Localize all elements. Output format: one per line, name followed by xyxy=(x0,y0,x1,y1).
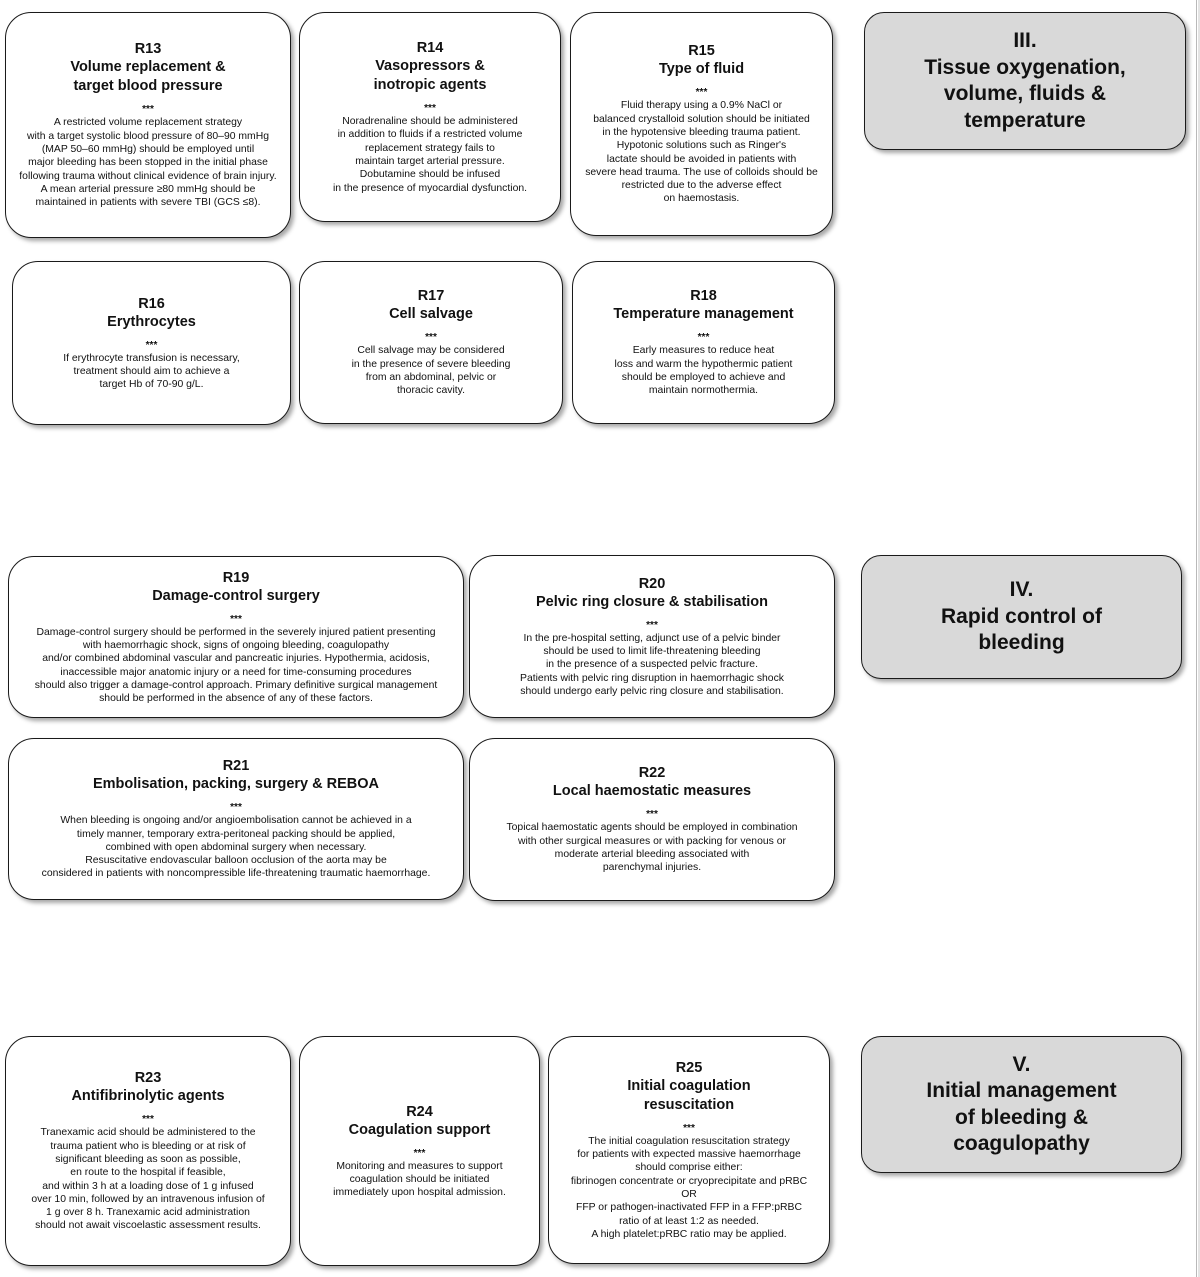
card-r19 xyxy=(8,556,464,718)
card-body xyxy=(31,1126,264,1232)
card-r23 xyxy=(5,1036,291,1266)
card-r17 xyxy=(299,261,563,424)
card-body-line: A high platelet:pRBC ratio may be applied. xyxy=(591,1228,787,1240)
card-body-line: in addition to fluids if a restricted volume xyxy=(337,129,523,141)
card-code: R14 xyxy=(416,40,444,57)
card-title-line-1: Antifibrinolytic agents xyxy=(71,1088,225,1105)
card-title-line-1: Pelvic ring closure & stabilisation xyxy=(535,593,769,610)
card-body-line: coagulation should be initiated xyxy=(349,1173,490,1185)
card-body-line: restricted due to the adverse effect xyxy=(621,180,782,192)
section-header-v xyxy=(861,1036,1182,1173)
card-body-line: in the presence of a suspected pelvic fracture. xyxy=(546,659,758,671)
card-title-line-1: Vasopressors & xyxy=(375,58,485,75)
card-title-line-1: Volume replacement & xyxy=(70,59,226,76)
card-code: R21 xyxy=(222,758,250,775)
card-body-line: should be performed in the absence of any of these factors. xyxy=(99,693,373,705)
card-code: R15 xyxy=(688,43,715,60)
card-body xyxy=(506,821,797,874)
card-body-line: trauma patient who is bleeding or at risk of xyxy=(50,1140,246,1152)
card-separator: *** xyxy=(413,1147,426,1159)
card-body-line: over 10 min, followed by an intravenous infusion of xyxy=(31,1193,265,1205)
card-body-line: FFP or pathogen-inactivated FFP in a FFP:pRBC xyxy=(575,1202,802,1214)
card-body-line: with haemorrhagic shock, signs of ongoing bleeding, coagulopathy xyxy=(82,639,390,651)
card-body-line: Monitoring and measures to support xyxy=(336,1160,503,1172)
card-r20 xyxy=(469,555,835,718)
card-body-line: The initial coagulation resuscitation strategy xyxy=(588,1135,790,1147)
card-body xyxy=(352,344,511,397)
card-body-line: in the hypotensive bleeding trauma patient. xyxy=(602,126,801,138)
card-r13 xyxy=(5,12,291,238)
card-body-line: for patients with expected massive haemorrhage xyxy=(577,1149,801,1161)
section-title-line: bleeding xyxy=(978,631,1065,655)
card-r21 xyxy=(8,738,464,900)
card-body-line: Early measures to reduce heat xyxy=(632,345,775,357)
card-body-line: combined with open abdominal surgery when necessary. xyxy=(105,841,367,853)
card-body-line: OR xyxy=(681,1189,697,1200)
card-body xyxy=(333,1160,506,1200)
card-body-line: Hypotonic solutions such as Ringer's xyxy=(616,140,787,152)
card-body-line: maintained in patients with severe TBI (GCS ≤8). xyxy=(35,197,261,209)
card-r24 xyxy=(299,1036,540,1266)
card-body-line: en route to the hospital if feasible, xyxy=(70,1167,226,1179)
card-body xyxy=(42,814,431,880)
card-title-line-1: Type of fluid xyxy=(658,61,745,78)
card-title-line-2: target blood pressure xyxy=(73,78,223,95)
card-body-line: with other surgical measures or with packing for venous or xyxy=(518,835,786,847)
card-r14 xyxy=(299,12,561,222)
card-body-line: should also trigger a damage-control approach. Primary definitive surgical management xyxy=(34,679,438,691)
card-separator: *** xyxy=(425,332,437,344)
card-body-line: should not await viscoelastic assessment results. xyxy=(35,1220,261,1232)
card-body-line: should be used to limit life-threatening bleeding xyxy=(543,646,761,658)
card-body-line: should be employed to achieve and xyxy=(621,372,786,383)
card-code: R17 xyxy=(417,288,445,305)
card-body-line: Noradrenaline should be administered xyxy=(342,116,518,128)
card-body-line: should undergo early pelvic ring closure and stabilisation. xyxy=(520,685,784,697)
card-body-line: If erythrocyte transfusion is necessary, xyxy=(63,352,240,364)
card-title-line-1: Initial coagulation xyxy=(627,1077,751,1094)
card-body-line: inaccessible major anatomic injury or a need for time-consuming procedures xyxy=(60,666,412,678)
card-body-line: maintain target arterial pressure. xyxy=(355,156,505,167)
card-body-line: Fluid therapy using a 0.9% NaCl or xyxy=(620,100,783,112)
section-title-line: Initial management xyxy=(926,1079,1117,1102)
section-title-line: volume, fluids & xyxy=(943,82,1107,105)
section-title-line: temperature xyxy=(964,108,1086,132)
card-body-line: Dobutamine should be infused xyxy=(359,169,501,181)
card-body-line: Cell salvage may be considered xyxy=(357,345,505,357)
section-title-line: coagulopathy xyxy=(953,1132,1090,1155)
section-header-iii xyxy=(864,12,1186,150)
card-body-line: significant bleeding as soon as possible, xyxy=(55,1153,241,1165)
card-separator: *** xyxy=(646,619,658,631)
card-body-line: replacement strategy fails to xyxy=(365,142,495,154)
card-r16 xyxy=(12,261,291,425)
section-header-iv xyxy=(861,555,1182,679)
card-body xyxy=(571,1135,807,1241)
card-title-line-1: Local haemostatic measures xyxy=(552,783,752,800)
card-r15 xyxy=(570,12,833,236)
card-body-line: in the presence of myocardial dysfunction. xyxy=(332,182,528,194)
card-separator: *** xyxy=(145,339,158,351)
card-body-line: treatment should aim to achieve a xyxy=(73,365,230,377)
card-code: R19 xyxy=(222,569,250,586)
card-separator: *** xyxy=(424,103,436,115)
card-body-line: with a target systolic blood pressure of 80–90 mmHg xyxy=(27,130,269,142)
card-body xyxy=(333,115,527,195)
card-code: R18 xyxy=(690,288,717,305)
card-r25 xyxy=(548,1036,830,1264)
card-body-line: ratio of at least 1:2 as needed. xyxy=(619,1215,759,1227)
card-body-line: should comprise either: xyxy=(635,1162,743,1174)
card-separator: *** xyxy=(142,104,154,116)
page-edge-line xyxy=(1196,0,1197,1277)
card-title-line-1: Damage-control surgery xyxy=(152,587,320,604)
section-numeral: V. xyxy=(1012,1052,1031,1076)
card-body-line: 1 g over 8 h. Tranexamic acid administration xyxy=(46,1207,250,1219)
card-code: R23 xyxy=(134,1070,162,1087)
card-body-line: Damage-control surgery should be performed in the severely injured patient presenting xyxy=(36,626,436,638)
card-body-line: moderate arterial bleeding associated with xyxy=(554,849,750,860)
card-body-line: thoracic cavity. xyxy=(397,385,465,397)
card-separator: *** xyxy=(697,332,710,344)
card-body-line: parenchymal injuries. xyxy=(602,862,702,874)
card-separator: *** xyxy=(142,1114,154,1126)
section-title-line: Rapid control of xyxy=(941,604,1102,628)
card-body xyxy=(585,99,818,205)
card-body-line: following trauma without clinical evidence of brain injury. xyxy=(19,170,277,182)
card-body-line: Patients with pelvic ring disruption in haemorrhagic shock xyxy=(520,672,784,684)
card-code: R20 xyxy=(638,575,666,592)
card-body-line: considered in patients with noncompressible life-threatening traumatic haemorrhage. xyxy=(41,868,431,880)
card-r22 xyxy=(469,738,835,901)
card-body-line: loss and warm the hypothermic patient xyxy=(614,358,793,370)
card-body xyxy=(19,116,276,209)
card-body-line: on haemostasis. xyxy=(663,193,740,205)
card-body-line: severe head trauma. The use of colloids should be xyxy=(585,166,818,178)
card-title-line-1: Cell salvage xyxy=(389,306,473,323)
card-body-line: A restricted volume replacement strategy xyxy=(53,117,243,129)
card-body xyxy=(520,632,784,698)
section-title-line: Tissue oxygenation, xyxy=(924,55,1126,79)
card-body-line: and within 3 h at a loading dose of 1 g infused xyxy=(42,1180,254,1192)
card-title-line-2: resuscitation xyxy=(643,1096,735,1113)
card-body-line: fibrinogen concentrate or cryoprecipitate and pRBC xyxy=(570,1175,808,1187)
card-body-line: A mean arterial pressure ≥80 mmHg should be xyxy=(40,183,256,195)
section-numeral: IV. xyxy=(1009,578,1034,602)
card-body-line: from an abdominal, pelvic or xyxy=(365,372,497,383)
card-body-line: major bleeding has been stopped in the initial phase xyxy=(28,157,268,169)
card-body-line: Topical haemostatic agents should be employed in combination xyxy=(506,822,798,834)
card-r18 xyxy=(572,261,835,424)
card-code: R25 xyxy=(675,1059,703,1076)
card-body xyxy=(35,626,438,706)
card-title-line-1: Coagulation support xyxy=(348,1121,491,1138)
card-body-line: Resuscitative endovascular balloon occlusion of the aorta may be xyxy=(85,855,387,867)
card-separator: *** xyxy=(683,1122,695,1134)
card-body-line: In the pre-hospital setting, adjunct use of a pelvic binder xyxy=(523,632,781,644)
card-separator: *** xyxy=(695,87,708,99)
card-separator: *** xyxy=(646,809,658,821)
card-code: R16 xyxy=(138,295,165,312)
card-body-line: lactate should be avoided in patients with xyxy=(606,153,797,165)
card-separator: *** xyxy=(230,802,242,814)
card-body xyxy=(615,344,793,397)
card-code: R22 xyxy=(638,765,666,782)
card-title-line-1: Embolisation, packing, surgery & REBOA xyxy=(92,776,380,793)
section-numeral: III. xyxy=(1013,29,1037,52)
section-title-line: of bleeding & xyxy=(955,1105,1088,1129)
card-body-line: (MAP 50–60 mmHg) should be employed until xyxy=(41,144,255,156)
card-body xyxy=(63,352,240,392)
card-body-line: and/or combined abdominal vascular and pancreatic injuries. Hypothermia, acidosis, xyxy=(42,653,430,665)
card-body-line: in the presence of severe bleeding xyxy=(351,358,511,370)
card-body-line: When bleeding is ongoing and/or angioembolisation cannot be achieved in a xyxy=(60,815,412,827)
card-body-line: target Hb of 70-90 g/L. xyxy=(99,379,204,391)
card-body-line: timely manner, temporary extra-peritoneal packing should be applied, xyxy=(76,828,396,840)
card-code: R13 xyxy=(134,41,162,58)
card-title-line-1: Temperature management xyxy=(613,306,794,323)
card-body-line: balanced crystalloid solution should be initiated xyxy=(593,113,810,125)
card-title-line-2: inotropic agents xyxy=(373,77,487,94)
card-code: R24 xyxy=(406,1103,433,1120)
card-body-line: maintain normothermia. xyxy=(648,385,759,397)
card-body-line: Tranexamic acid should be administered to the xyxy=(40,1127,256,1139)
card-title-line-1: Erythrocytes xyxy=(107,313,196,330)
card-separator: *** xyxy=(230,613,242,625)
card-body-line: immediately upon hospital admission. xyxy=(333,1187,506,1199)
